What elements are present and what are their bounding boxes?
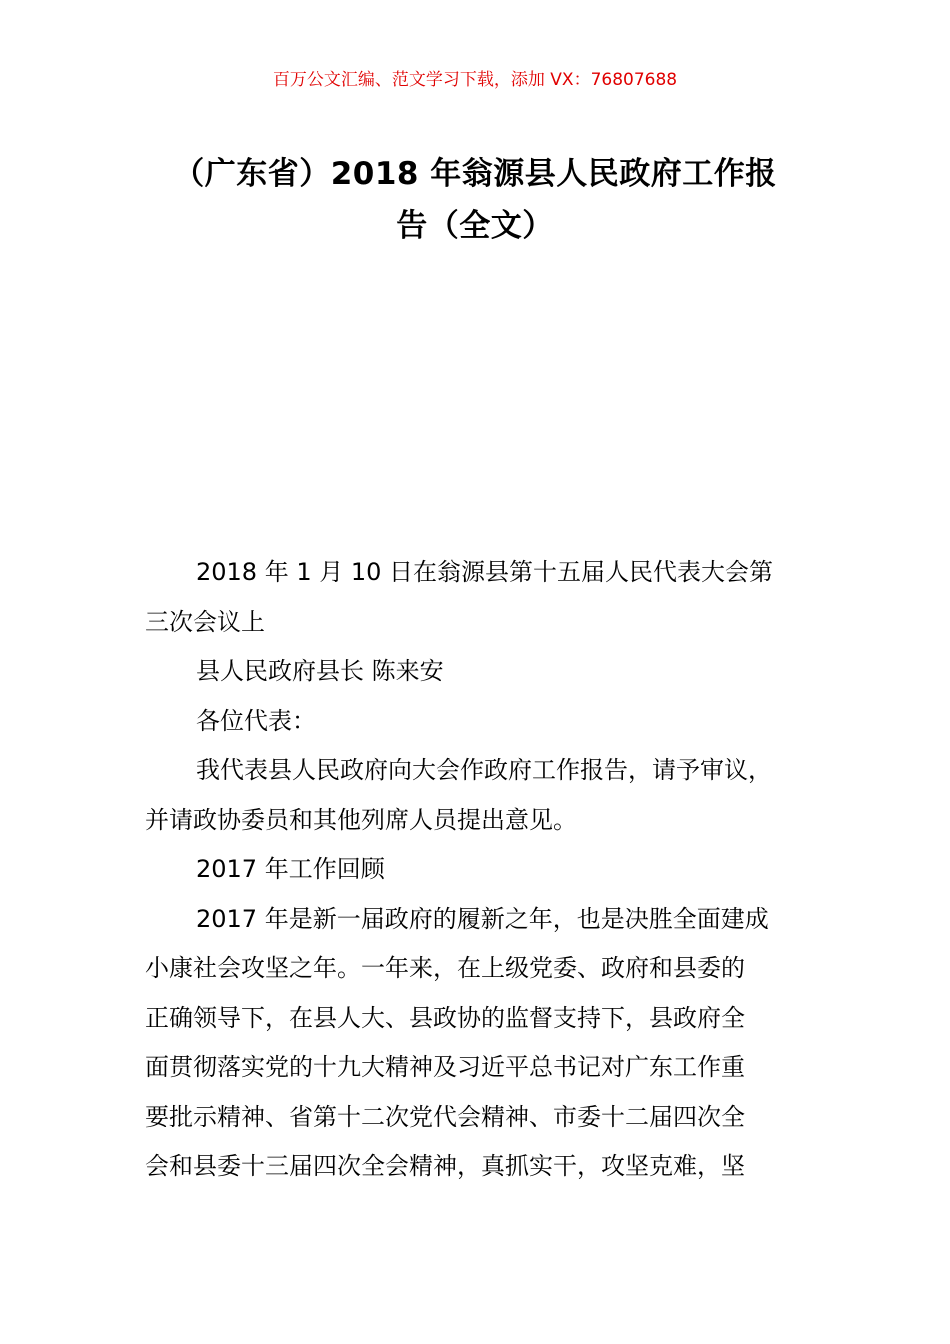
intro-paragraph — [145, 746, 835, 845]
text-line: 我代表县人民政府向大会作政府工作报告，请予审议， — [196, 756, 772, 784]
text-line: 并请政协委员和其他列席人员提出意见。 — [145, 805, 577, 834]
text-line: 要批示精神、省第十二次党代会精神、市委十二届四次全 — [145, 1102, 745, 1131]
document-body — [145, 548, 835, 1192]
section-heading — [145, 845, 835, 895]
meeting-info-paragraph — [145, 548, 835, 647]
text-line: 面贯彻落实党的十九大精神及习近平总书记对广东工作重 — [145, 1053, 745, 1081]
text-line: 2017 年是新一届政府的履新之年，也是决胜全面建成 — [196, 904, 769, 933]
text-line: 县人民政府县长 陈来安 — [196, 657, 444, 685]
header-note: 百万公文汇编、范文学习下载，添加 VX：76807688 — [272, 70, 678, 90]
text-line: 2018 年 1 月 10 日在翁源县第十五届人民代表大会第 — [196, 558, 774, 586]
text-line: 2017 年工作回顾 — [196, 855, 385, 883]
text-line: 各位代表： — [196, 706, 316, 735]
title-line-1: （广东省）2018 年翁源县人民政府工作报 — [173, 156, 777, 192]
text-line: 会和县委十三届四次全会精神，真抓实干，攻坚克难，坚 — [145, 1152, 745, 1180]
review-paragraph — [145, 895, 835, 1192]
title-line-2: 告（全文） — [396, 208, 554, 244]
salutation-paragraph — [145, 697, 835, 747]
text-line: 小康社会攻坚之年。一年来，在上级党委、政府和县委的 — [145, 954, 745, 982]
text-line: 三次会议上 — [145, 607, 265, 636]
text-line: 正确领导下，在县人大、县政协的监督支持下，县政府全 — [145, 1003, 745, 1032]
speaker-paragraph — [145, 647, 835, 697]
document-title — [150, 148, 800, 252]
